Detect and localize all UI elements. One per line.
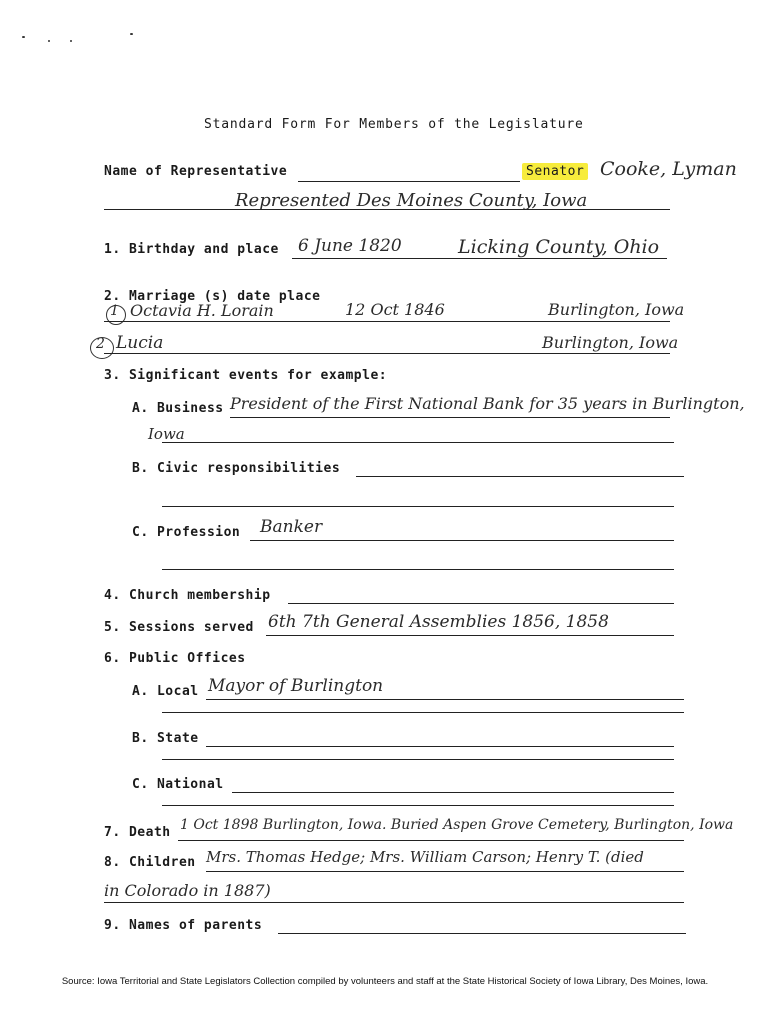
senator-badge [522,164,588,179]
profession-underline [250,540,674,541]
local-value: Mayor of Burlington [208,676,384,696]
source-footer: Source: Iowa Territorial and State Legislators Collection compiled by volunteers and staff at the State Historical Society of Iowa Library, Des Moines, Iowa. [61,976,709,987]
senator-label: Senator [522,163,588,180]
business-underline [230,417,670,418]
profession-line-2 [162,569,674,570]
marriage-1-spouse: Octavia H. Lorain [130,301,274,320]
civic-label: B. Civic responsibilities [132,461,341,476]
birthday-date: 6 June 1820 [298,236,402,256]
children-line-2 [104,902,684,903]
scan-speck [130,33,133,35]
national-label: C. National [132,777,224,792]
parents-label: 9. Names of parents [104,918,263,933]
local-label: A. Local [132,684,199,699]
name-line-2 [104,209,670,210]
marriage-1-date: 12 Oct 1846 [345,300,445,319]
death-underline [178,840,684,841]
scan-speck [48,40,50,42]
church-label: 4. Church membership [104,588,271,603]
business-line-2 [162,442,674,443]
national-underline [232,792,674,793]
form-title: Standard Form For Members of the Legislature [204,117,584,132]
marriage-2-place: Burlington, Iowa [542,333,679,352]
offices-label: 6. Public Offices [104,651,246,666]
national-line-2 [162,805,674,806]
scan-speck [70,40,72,42]
church-underline [288,603,674,604]
business-value-cont: Iowa [148,425,185,443]
scan-speck [22,36,25,38]
marriage-2-spouse: Lucia [116,333,164,353]
children-label: 8. Children [104,855,196,870]
death-label: 7. Death [104,825,171,840]
marriage-label: 2. Marriage (s) date place [104,289,321,304]
local-underline [206,699,684,700]
state-line-2 [162,759,674,760]
events-label: 3. Significant events for example: [104,368,388,383]
name-label: Name of Representative [104,164,288,179]
marriage-line-2 [104,353,670,354]
children-value-cont: in Colorado in 1887) [104,881,271,900]
marriage-1-place: Burlington, Iowa [548,300,685,319]
civic-line-2 [162,506,674,507]
children-underline [206,871,684,872]
local-line-2 [162,712,684,713]
profession-label: C. Profession [132,525,241,540]
state-underline [206,746,674,747]
children-value: Mrs. Thomas Hedge; Mrs. William Carson; Henry T. (died [206,848,644,866]
birthday-underline [292,258,667,259]
birthday-place: Licking County, Ohio [458,236,660,258]
name-value: Cooke, Lyman [600,158,737,180]
marriage-1-number: 1 [110,303,119,319]
business-label: A. Business [132,401,224,416]
civic-underline [356,476,684,477]
birthday-label: 1. Birthday and place [104,242,279,257]
sessions-underline [266,635,674,636]
profession-value: Banker [260,517,323,537]
marriage-line-1 [104,321,670,322]
parents-underline [278,933,686,934]
state-label: B. State [132,731,199,746]
sessions-value: 6th 7th General Assemblies 1856, 1858 [268,612,609,632]
represented-note: Represented Des Moines County, Iowa [235,190,588,211]
marriage-2-number: 2 [96,336,105,352]
sessions-label: 5. Sessions served [104,620,254,635]
business-value: President of the First National Bank for 35 years in Burlington, [230,394,745,413]
death-value: 1 Oct 1898 Burlington, Iowa. Buried Aspen Grove Cemetery, Burlington, Iowa [180,817,734,833]
name-underline [298,181,520,182]
